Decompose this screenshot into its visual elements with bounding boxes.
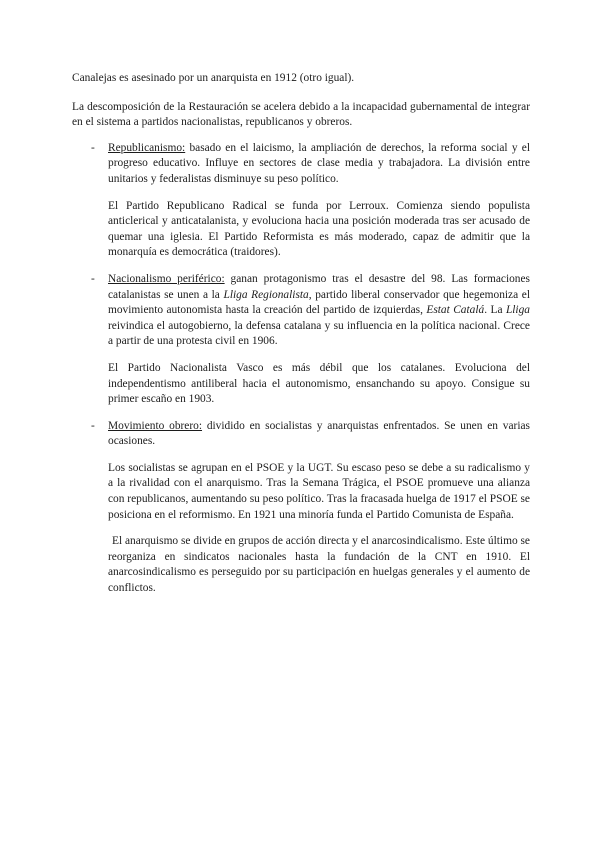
nacionalismo-text-a: ganan protagonismo tras el desastre del 98. Las formaciones catalanistas se unen a la xyxy=(108,272,530,301)
lliga-term: Lliga xyxy=(505,304,530,317)
movimiento-obrero-heading: Movimiento obrero: xyxy=(108,419,203,432)
bullet-dash: - xyxy=(91,419,95,432)
movimiento-obrero-paragraph xyxy=(108,419,530,450)
nacionalismo-paragraph xyxy=(108,272,530,350)
socialistas-paragraph: Los socialistas se agrupan en el PSOE y la UGT. Su escaso peso se debe a su radicalismo y a la rivalidad con el anarquismo. Tras la Semana Trágica, el PSOE promueve una alianza con republicanos, aumentando su peso político. Tras la fracasada huelga de 1917 el PSOE se posiciona en el reformismo. En 1921 una minoría funda el Partido Comunista de España. xyxy=(108,461,530,521)
republicanismo-text: basado en el laicismo, la ampliación de derechos, la reforma social y el progreso educativo. Influye en sectores de clase media y trabajadora. La división entre unitarios y federalistas disminuye su peso político. xyxy=(108,141,530,185)
intro-paragraph-1: Canalejas es asesinado por un anarquista en 1912 (otro igual). xyxy=(72,72,355,84)
bullet-dash: - xyxy=(91,272,95,285)
republicanismo-heading: Republicanismo: xyxy=(108,141,186,154)
nacionalismo-text-d: reivindica el autogobierno, la defensa catalana y su influencia en la política nacional. Crece a partir de una protesta civil en 1906. xyxy=(108,319,530,348)
movimiento-obrero-text: dividido en socialistas y anarquistas enfrentados. Se unen en varias ocasiones. xyxy=(108,419,530,448)
bullet-dash: - xyxy=(91,141,95,154)
nacionalismo-heading: Nacionalismo periférico: xyxy=(108,272,225,285)
nacionalismo-text-b: , partido liberal conservador que hegemoniza el movimiento autonomista hasta la creación del partido de izquierdas, xyxy=(108,288,531,317)
lliga-regionalista-term: Lliga Regionalista xyxy=(223,288,309,301)
nacionalismo-text-c: . La xyxy=(484,304,506,317)
list-item-movimiento-obrero xyxy=(72,419,530,597)
topic-list xyxy=(72,141,530,597)
anarquismo-paragraph: El anarquismo se divide en grupos de acción directa y el anarcosindicalismo. Este último se reorganiza en sindicatos nacionales hasta la fundación de la CNT en 1910. El anarcosindicalismo es perseguido por su participación en huelgas generales y el aumento de conflictos. xyxy=(108,535,530,595)
republicanismo-paragraph xyxy=(108,141,530,188)
intro-paragraph-2: La descomposición de la Restauración se acelera debido a la incapacidad gubernamental de integrar en el sistema a partidos nacionalistas, republicanos y obreros. xyxy=(72,100,530,129)
list-item-nacionalismo xyxy=(72,272,530,408)
pnv-paragraph: El Partido Nacionalista Vasco es más débil que los catalanes. Evoluciona del independentismo antiliberal hacia el autonomismo, ensanchando su apoyo. Consigue su primer escaño en 1903. xyxy=(108,361,530,406)
list-item-republicanismo xyxy=(72,141,530,261)
radical-party-paragraph: El Partido Republicano Radical se funda por Lerroux. Comienza siendo populista anticlerical y anticatalanista, y evoluciona hacia una posición moderada tras ser acusado de quemar una iglesia. El Partido Reformista es más moderado, capaz de admitir que la monarquía es democrática (traidores). xyxy=(108,199,530,259)
estat-catala-term: Estat Catalá xyxy=(426,304,485,317)
